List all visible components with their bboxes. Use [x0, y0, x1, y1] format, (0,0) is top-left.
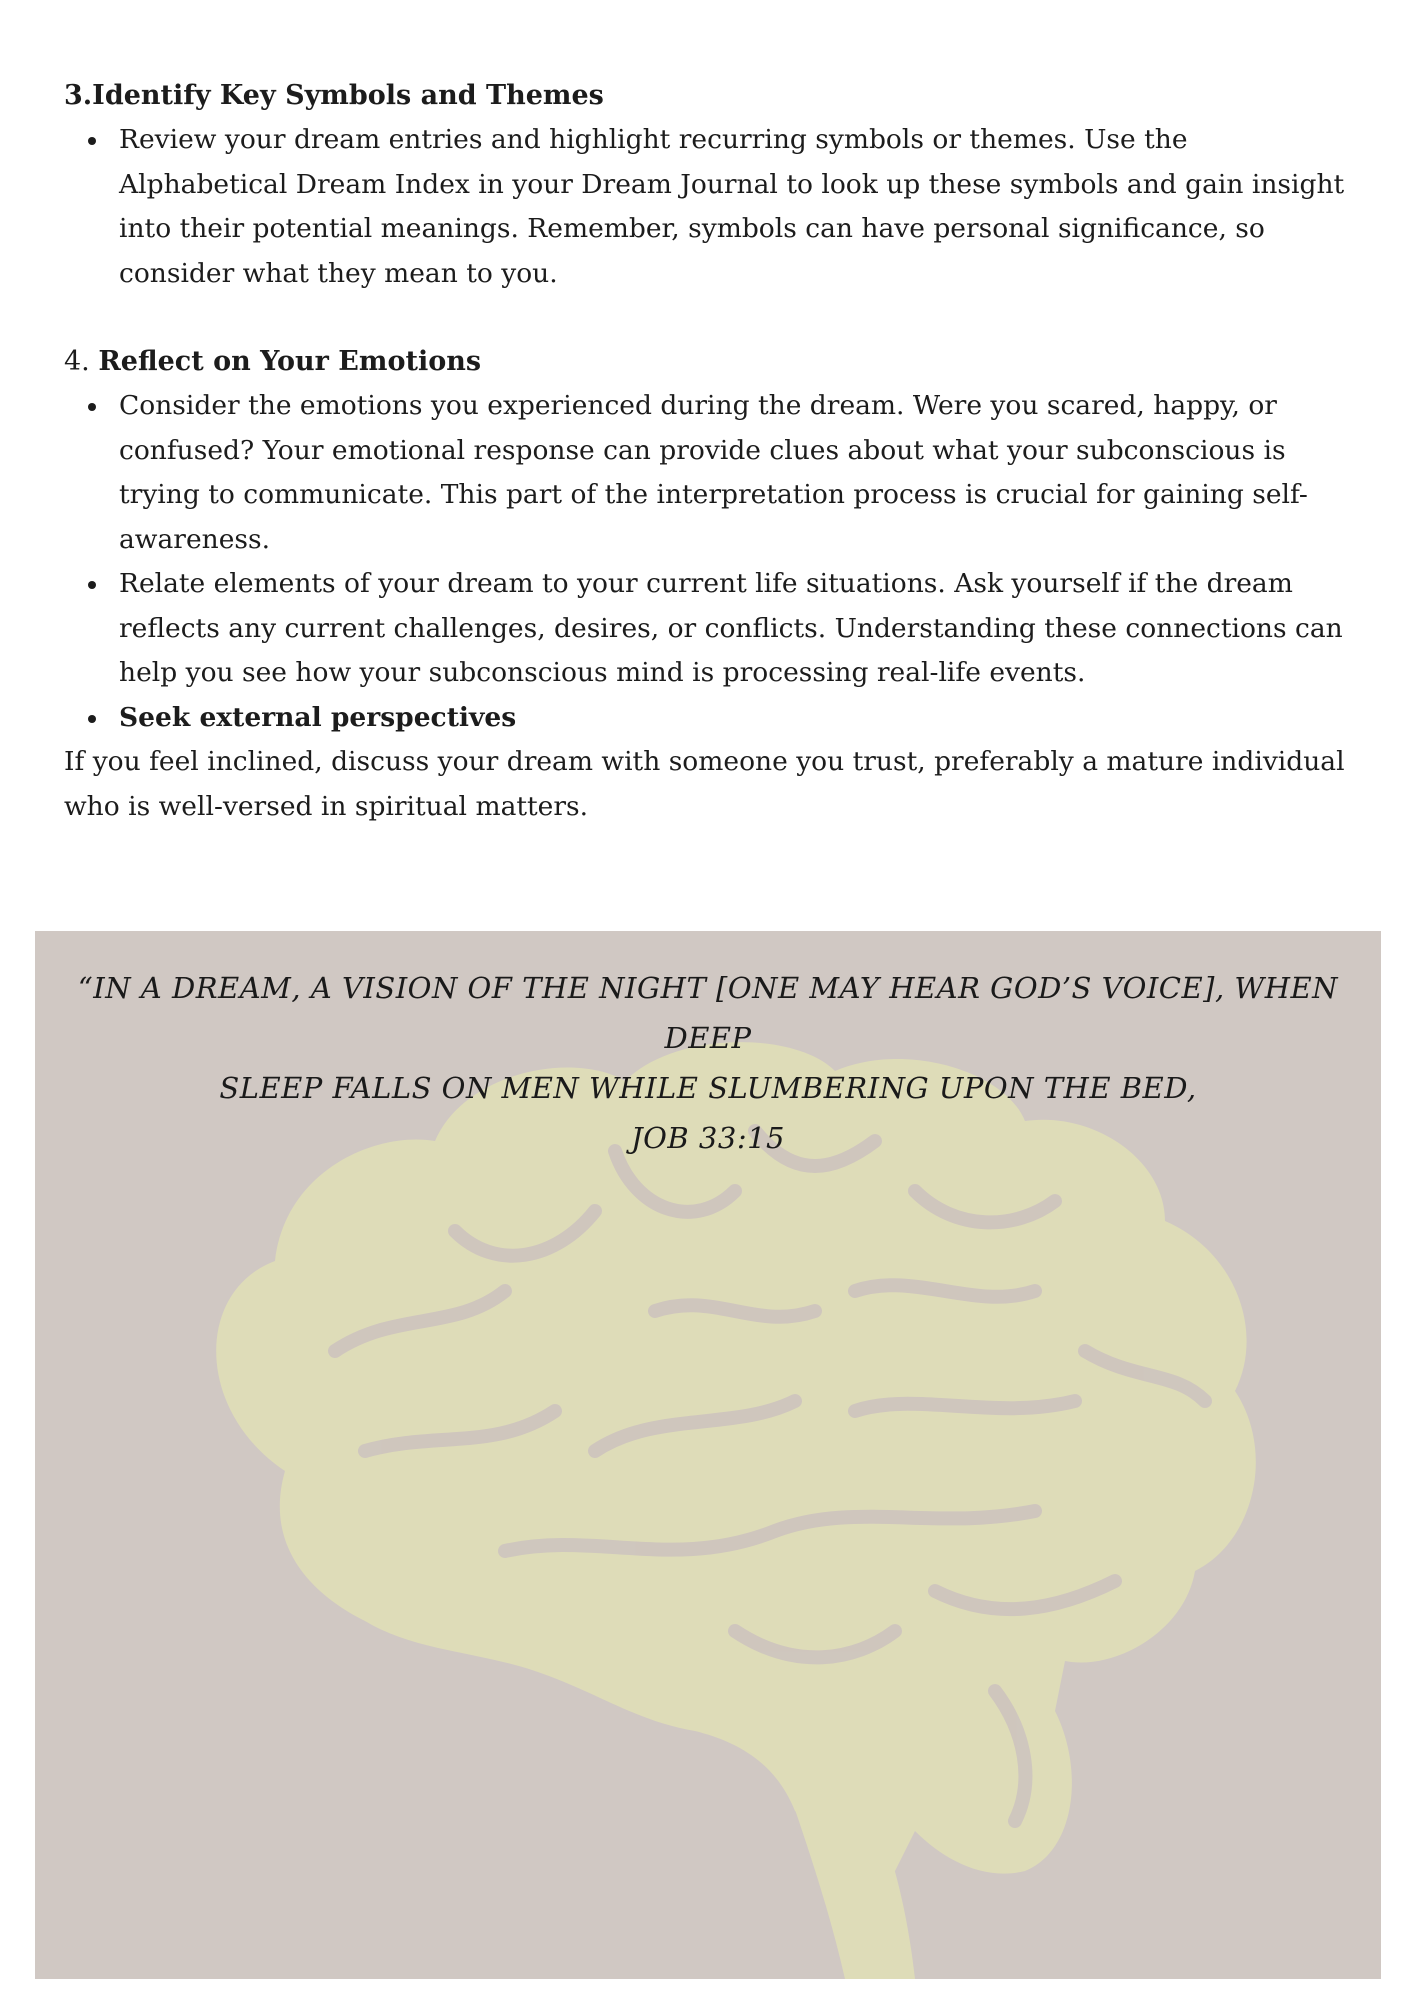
- quote-line-1: “IN A DREAM, A VISION OF THE NIGHT [ONE MAY HEAR GOD’S VOICE], WHEN DEEP: [77, 971, 1339, 1055]
- section-4-heading: [64, 340, 1354, 384]
- section-4-title: Reflect on Your Emotions: [98, 346, 482, 377]
- section-3-heading: 3.Identify Key Symbols and Themes: [64, 80, 604, 111]
- quote-citation: JOB 33:15: [630, 1121, 785, 1155]
- list-item: Relate elements of your dream to your current life situations. Ask yourself if the dream reflects any current challenges, desires, or conflicts. Understanding these connections can help you see how your subconscious mind is processing real-life events.: [119, 562, 1354, 696]
- document-body: [64, 74, 1354, 829]
- closing-paragraph: If you feel inclined, discuss your dream with someone you trust, preferably a mature individual who is well-versed in spiritual matters.: [64, 746, 1345, 822]
- quote-line-2: SLEEP FALLS ON MEN WHILE SLUMBERING UPON THE BED,: [219, 1071, 1197, 1105]
- list-item: Consider the emotions you experienced during the dream. Were you scared, happy, or confused? Your emotional response can provide clues about what your subconscious is trying to communicate. This part of the interpretation process is crucial for gaining self-awareness.: [119, 384, 1354, 562]
- list-item: Seek external perspectives: [119, 696, 1354, 741]
- scripture-quote: [35, 963, 1381, 1163]
- section-4-number: 4.: [64, 346, 99, 377]
- section-3-list: [64, 118, 1354, 296]
- section-4-list: [64, 384, 1354, 740]
- quote-banner: [35, 931, 1381, 1979]
- list-item: Review your dream entries and highlight recurring symbols or themes. Use the Alphabetical Dream Index in your Dream Journal to look up these symbols and gain insight into their potential meanings. Remember, symbols can have personal significance, so consider what they mean to you.: [119, 118, 1354, 296]
